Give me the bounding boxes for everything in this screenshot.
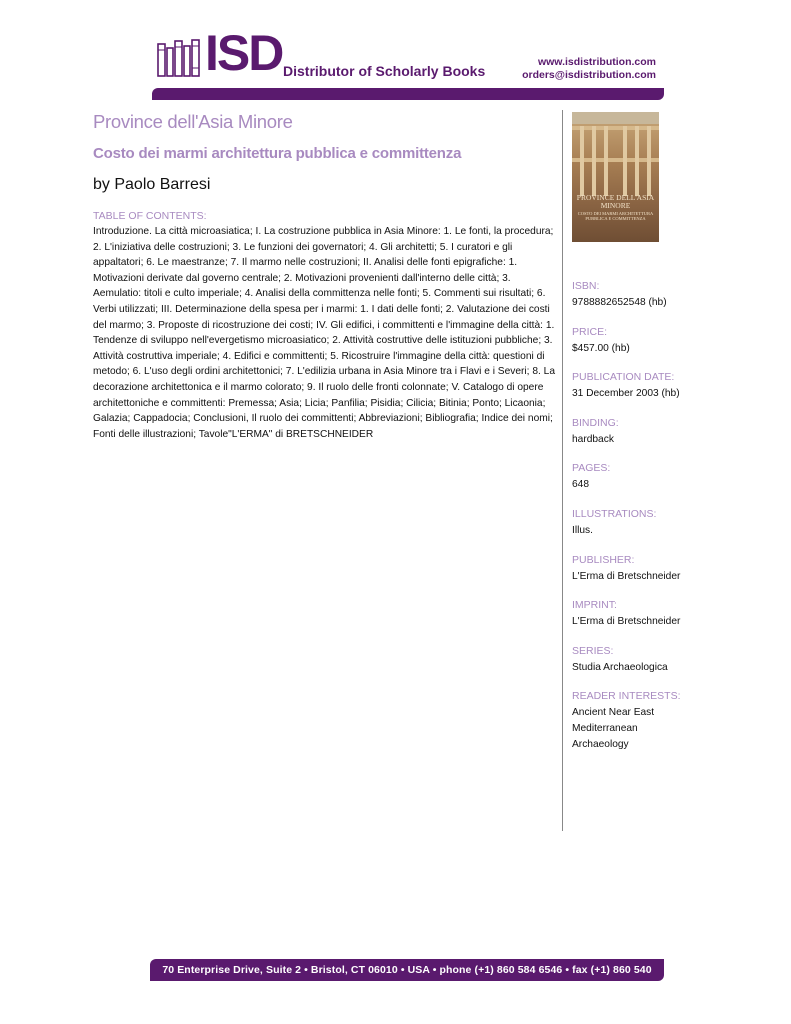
binding-block [572,417,772,448]
header-bar [152,88,664,100]
publisher-block [572,554,772,585]
imprint-label: IMPRINT: [572,599,617,612]
isbn-label: ISBN: [572,280,600,292]
pubdate-value: 31 December 2003 (hb) [572,388,680,400]
cover-subtitle: COSTO DEI MARMI ARCHITETTURA PUBBLICA E COMMITTENZA [577,211,654,221]
pages-label: PAGES: [572,462,611,475]
interest-item: Mediterranean [572,722,638,734]
footer-address: 70 Enterprise Drive, Suite 2 • Bristol, CT 06010 • USA • phone (+1) 860 584 6546 • fax (+1) 860 540 1001 [150,959,664,981]
pages-block [572,462,772,493]
binding-value: hardback [572,433,614,445]
price-value: $457.00 (hb) [572,342,630,354]
books-logo-icon [157,38,201,78]
website-link[interactable]: www.isdistribution.com [537,56,656,68]
pubdate-block [572,371,772,402]
publisher-label: PUBLISHER: [572,553,635,566]
publisher-value: L'Erma di Bretschneider [572,570,681,582]
book-subtitle: Costo dei marmi architettura pubblica e committenza [93,145,462,162]
logo-tagline: Distributor of Scholarly Books [283,63,486,79]
isd-logo-text: ISD [205,25,283,81]
book-details [572,280,772,752]
isbn-block [572,280,772,311]
book-title: Province dell'Asia Minore [93,111,293,132]
interest-item: Archaeology [572,738,629,750]
book-author: by Paolo Barresi [93,176,211,193]
interests-label: READER INTERESTS: [572,690,681,703]
interest-item: Ancient Near East [572,707,655,719]
cover-title: PROVINCE DELL'ASIA MINORE [576,193,655,210]
imprint-value: L'Erma di Bretschneider [572,616,681,628]
column-divider [562,110,563,831]
binding-label: BINDING: [572,416,619,429]
price-block [572,326,772,357]
toc-label: TABLE OF CONTENTS: [93,210,207,222]
main-content [93,110,555,442]
price-label: PRICE: [572,325,608,338]
isbn-value: 9788882652548 (hb) [572,297,667,308]
sidebar [572,112,772,767]
illustrations-value: Illus. [572,524,593,536]
toc-text: Introduzione. La città microasiatica; I. La costruzione pubblica in Asia Minore: 1. Le fonti, la procedura; 2. L'iniziativa delle costruzioni; 3. Le funzioni dei governatori; 4. Gli architetti; 5. I curatori e gli appaltatori; 6. Le maestranze; 7. Il marmo nelle costruzioni; II. Analisi delle fonti epigrafiche: 1. Motivazioni derivate dal governo centrale; 2. Motivazioni provenienti dall'interno delle città; 3. Aemulatio: titoli e culto imperiale; 4. Analisi della committenza nelle fonti; 5. Commenti sui risultati; 6. Verbi utilizzati; III. Determinazione della spesa per i marmi: 1. I dati delle fonti; 2. Valutazione dei costi del marmo; 3. Proposte di ricostruzione dei costi; IV. Gli edifici, i committenti e l'immagine della città: 1. Tendenze di sviluppo nell'evergetismo microasiatico; 2. Attività costruttive delle istituzioni pubbliche; 3. Attività costruttiva imperiale; 4. Edifici e committenti; 5. Ricostruire l'immagine della città: questioni di metodo; 6. L'uso degli ordini architettonici; 7. L'edilizia urbana in Asia Minore tra i Flavi e i Severi; 8. La decorazione architettonica e il marmo colorato; 9. Il ruolo delle fronti colonnate; V. Catalogo di opere architettoniche e committenti: Premessa; Asia; Licia; Panfilia; Pisidia; Cilicia; Bitinia; Ponto; Licaonia; Galazia; Cappadocia; Conclusioni, Il ruolo dei committenti; Abbreviazioni; Bibliografia; Indice dei nomi; Fonti delle illustrazioni; Tavole"L'ERMA" di BRETSCHNEIDER [93,226,556,440]
illustrations-block [572,508,772,539]
series-value: Studia Archaeologica [572,661,668,673]
interests-block [572,690,772,752]
imprint-block [572,599,772,630]
pages-value: 648 [572,479,589,491]
illustrations-label: ILLUSTRATIONS: [572,507,657,520]
contact-block [522,56,656,82]
series-block [572,645,772,676]
email-link[interactable]: orders@isdistribution.com [522,69,656,81]
series-label: SERIES: [572,644,614,657]
book-cover-image [572,112,659,242]
pubdate-label: PUBLICATION DATE: [572,371,675,384]
